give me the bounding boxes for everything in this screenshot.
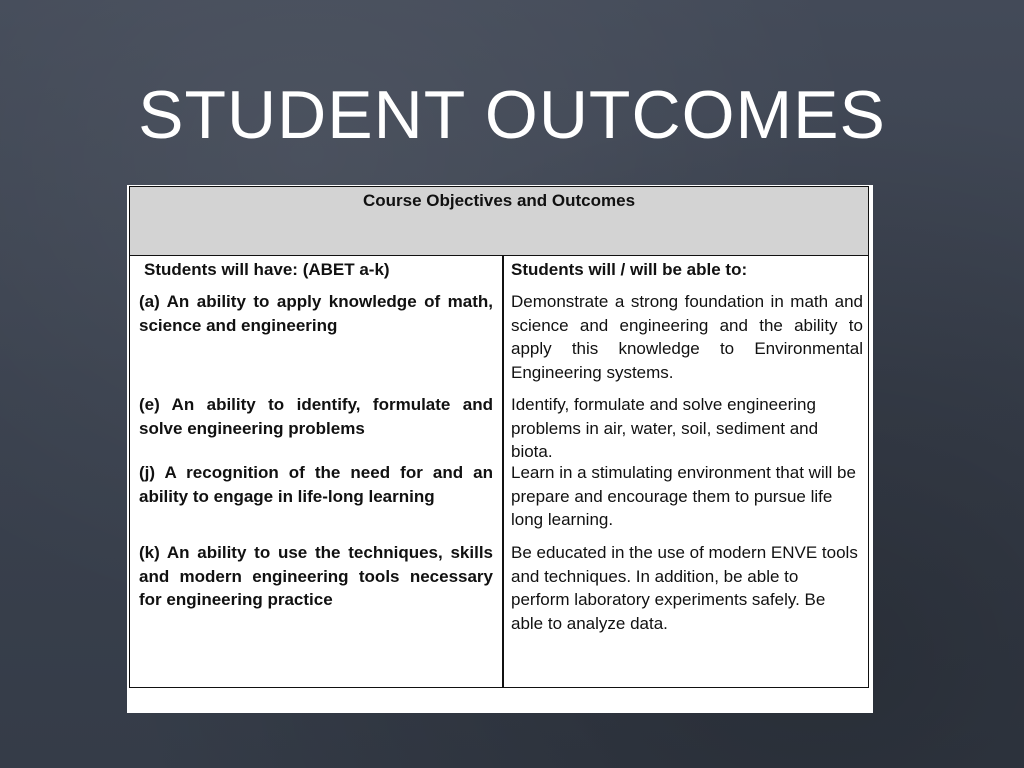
ability-cell-a: Demonstrate a strong foundation in math and science and engineering and the ability to apply this knowledge to Environmental Engineering systems. xyxy=(511,292,863,382)
outcomes-table-panel xyxy=(127,185,873,713)
table-caption: Course Objectives and Outcomes xyxy=(362,191,636,210)
outcome-cell-j: (j) A recognition of the need for and an ability to engage in life-long learning xyxy=(139,463,493,506)
outcome-cell-a: (a) An ability to apply knowledge of math, science and engineering xyxy=(139,292,493,335)
table-caption-row xyxy=(130,187,868,256)
column-divider xyxy=(502,255,504,687)
column-header-abet: Students will have: (ABET a-k) xyxy=(144,260,390,279)
slide-title: STUDENT OUTCOMES xyxy=(138,77,886,153)
outcomes-table xyxy=(129,186,869,688)
ability-cell-j: Learn in a stimulating environment that will be prepare and encourage them to pursue life long learning. xyxy=(511,463,856,529)
column-header-abilities: Students will / will be able to: xyxy=(511,260,748,279)
outcome-cell-e: (e) An ability to identify, formulate and solve engineering problems xyxy=(139,395,493,438)
ability-cell-k: Be educated in the use of modern ENVE tools and techniques. In addition, be able to perform laboratory experiments safely. Be able to analyze data. xyxy=(511,543,858,633)
ability-cell-e: Identify, formulate and solve engineering problems in air, water, soil, sediment and biota. xyxy=(511,395,819,461)
outcome-cell-k: (k) An ability to use the techniques, skills and modern engineering tools necessary for engineering practice xyxy=(139,543,493,609)
